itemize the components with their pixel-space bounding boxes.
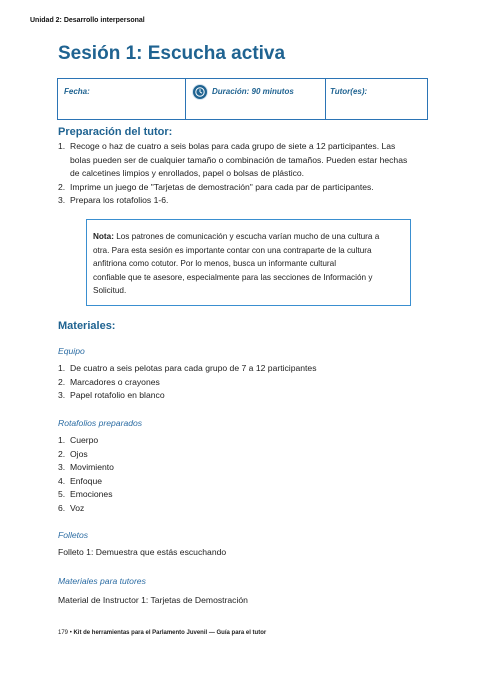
list-text: Recoge o haz de cuatro a seis bolas para cada grupo de siete a 12 participantes. Las (70, 141, 396, 151)
prep-list (58, 140, 438, 208)
page-title: Sesión 1: Escucha activa (58, 43, 286, 64)
list-number: 3. (58, 462, 66, 472)
folletos-text: Folleto 1: Demuestra que estás escuchando (58, 547, 227, 557)
list-text: bolas pueden ser de cualquier tamaño o combinación de tamaños. Pueden estar hechas (70, 154, 408, 165)
note-box (86, 219, 411, 306)
list-number: 4. (58, 475, 66, 486)
prep-heading: Preparación del tutor: (58, 126, 173, 138)
list-item (58, 434, 438, 448)
clock-icon (192, 84, 208, 100)
list-item (58, 448, 438, 462)
list-item (58, 389, 438, 403)
list-number: 2. (58, 181, 66, 192)
list-item (58, 475, 438, 489)
list-item (58, 488, 438, 502)
rotafolios-list (58, 434, 438, 515)
list-text: Marcadores o crayones (70, 376, 160, 387)
list-number: 1. (58, 141, 66, 151)
note-text: anfitriona como cotutor. Por lo menos, busca un informante cultural (93, 259, 337, 268)
note-text: Solicitud. (93, 286, 127, 295)
list-number: 3. (58, 390, 66, 400)
list-text: de calcetines limpios y enrollados, papel o bolsas de plástico. (70, 168, 305, 178)
note-text: confiable que te asesore, especialmente para las secciones de Información y (93, 272, 373, 282)
list-text: Voz (70, 502, 85, 513)
list-text: Ojos (70, 448, 88, 459)
tutores-cell (326, 79, 427, 119)
list-text: Movimiento (70, 462, 114, 472)
list-number: 3. (58, 195, 66, 205)
session-info-table (57, 78, 428, 120)
footer-title: Kit de herramientas para el Parlamento Juvenil — Guía para el tutor (73, 630, 267, 636)
list-number: 1. (58, 435, 66, 445)
equipo-list (58, 362, 438, 403)
list-text: Cuerpo (70, 435, 99, 445)
note-text: otra. Para esta sesión es importante contar con una contraparte de la cultura (93, 245, 372, 255)
list-number: 5. (58, 489, 66, 499)
tutores-materials-heading: Materiales para tutores (58, 576, 146, 586)
fecha-cell (58, 79, 186, 119)
list-item (58, 140, 438, 181)
unit-header: Unidad 2: Desarrollo interpersonal (30, 17, 145, 24)
list-number: 2. (58, 376, 66, 387)
tutores-materials-text: Material de Instructor 1: Tarjetas de Demostración (58, 595, 248, 605)
list-text: De cuatro a seis pelotas para cada grupo de 7 a 12 participantes (70, 363, 317, 373)
list-text: Enfoque (70, 475, 103, 486)
page-footer (58, 630, 266, 636)
duracion-cell (186, 79, 326, 119)
note-label: Nota: (93, 232, 114, 241)
list-item (58, 502, 438, 516)
footer-bullet: • (69, 630, 72, 636)
page-number: 179 (58, 630, 69, 636)
list-number: 1. (58, 363, 66, 373)
equipo-heading: Equipo (58, 346, 85, 356)
folletos-heading: Folletos (58, 530, 89, 540)
list-text: Emociones (70, 489, 113, 499)
fecha-label: Fecha: (64, 87, 90, 96)
list-item (58, 461, 438, 475)
list-number: 2. (58, 448, 66, 459)
list-text: Prepara los rotafolios 1-6. (70, 195, 169, 205)
list-number: 6. (58, 502, 66, 513)
list-item (58, 181, 438, 195)
duracion-label: Duración: 90 minutos (212, 87, 294, 96)
list-text: Imprime un juego de "Tarjetas de demostración" para cada par de participantes. (70, 181, 374, 192)
list-text: Papel rotafolio en blanco (70, 390, 165, 400)
list-item (58, 194, 438, 208)
materials-heading: Materiales: (58, 320, 116, 332)
list-item (58, 376, 438, 390)
note-text: Los patrones de comunicación y escucha varían mucho de una cultura a (113, 232, 380, 241)
list-item (58, 362, 438, 376)
tutores-label: Tutor(es): (330, 87, 368, 96)
rotafolios-heading: Rotafolios preparados (58, 418, 143, 428)
